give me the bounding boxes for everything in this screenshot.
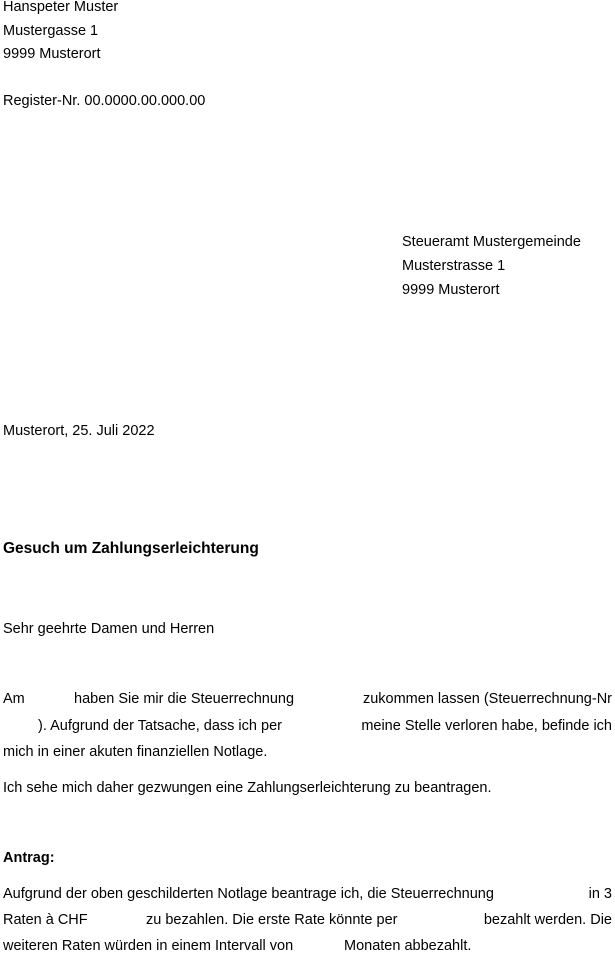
p1-l1-text-a: Am <box>3 691 25 707</box>
req-l2-text-b: zu bezahlen. Die erste Rate könnte per <box>146 912 398 928</box>
p1-l2-text-b: meine Stelle verloren habe, befinde ich <box>361 718 612 734</box>
sender-city: 9999 Musterort <box>3 46 101 62</box>
p1-l2-text-a: ). Aufgrund der Tatsache, dass ich per <box>38 718 282 734</box>
sender-street: Mustergasse 1 <box>3 23 99 39</box>
recipient-street: Musterstrasse 1 <box>402 258 506 274</box>
request-heading: Antrag: <box>3 850 55 866</box>
sender-name: Hanspeter Muster <box>3 0 119 15</box>
req-l3-text-b: Monaten abbezahlt. <box>344 938 472 954</box>
req-l1-text-b: in 3 <box>588 886 612 902</box>
recipient-name: Steueramt Mustergemeinde <box>402 234 581 250</box>
subject-heading: Gesuch um Zahlungserleichterung <box>3 540 259 557</box>
p1-l1-text-b: haben Sie mir die Steuerrechnung <box>74 691 295 707</box>
paragraph-2: Ich sehe mich daher gezwungen eine Zahlungserleichterung zu beantragen. <box>3 780 492 796</box>
req-l1-text-a: Aufgrund der oben geschilderten Notlage beantrage ich, die Steuerrechnung <box>3 886 494 902</box>
paragraph-1-line-3: mich in einer akuten finanziellen Notlage. <box>3 744 268 760</box>
salutation: Sehr geehrte Damen und Herren <box>3 621 215 637</box>
register-number: Register-Nr. 00.0000.00.000.00 <box>3 93 206 109</box>
req-l2-text-c: bezahlt werden. Die <box>483 912 612 928</box>
req-l2-text-a: Raten à CHF <box>3 912 88 928</box>
place-date: Musterort, 25. Juli 2022 <box>3 423 155 439</box>
req-l3-text-a: weiteren Raten würden in einem Intervall von <box>3 938 294 954</box>
p1-l1-text-c: zukommen lassen (Steuerrechnung-Nr <box>362 691 612 707</box>
recipient-city: 9999 Musterort <box>402 282 500 298</box>
